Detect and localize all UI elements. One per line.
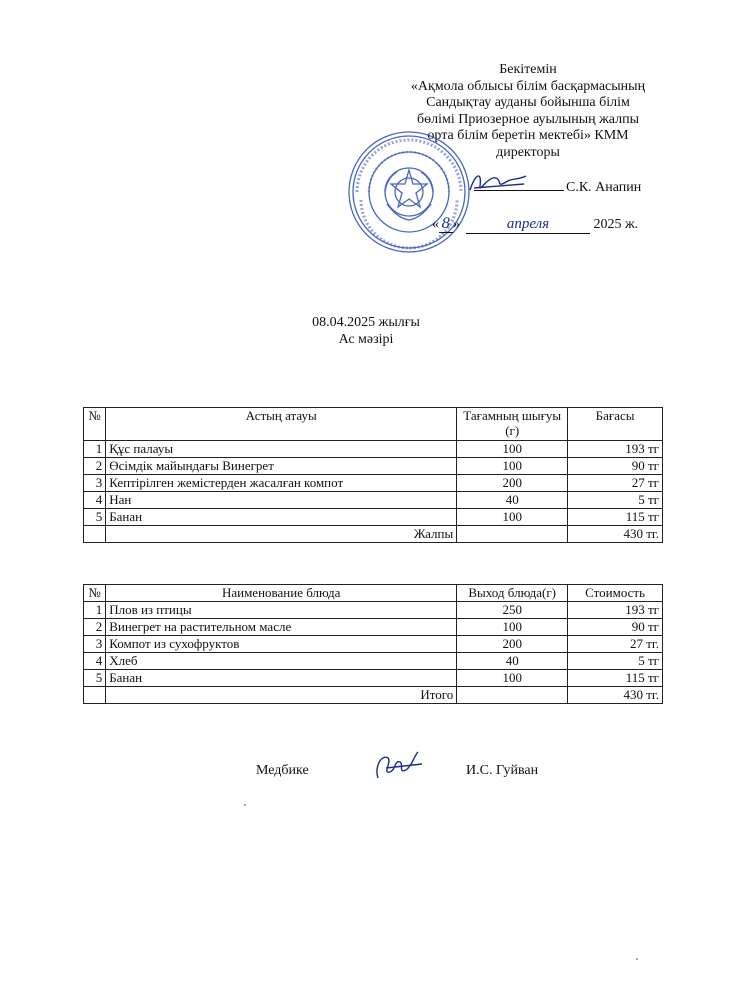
dish-weight: 100 [457, 441, 568, 458]
menu-table-ru [83, 584, 663, 704]
dish-price: 5 тг [568, 492, 663, 509]
date-close-quote: » [453, 217, 460, 232]
table-row [84, 653, 663, 670]
total-value: 430 тг. [568, 687, 663, 704]
row-number: 3 [84, 475, 106, 492]
approval-line: директоры [496, 144, 560, 160]
dish-price: 115 тг [568, 670, 663, 687]
dish-weight: 200 [457, 636, 568, 653]
dish-price: 115 тг [568, 509, 663, 526]
dish-name: Хлеб [106, 653, 457, 670]
nurse-role: Медбике [256, 763, 309, 778]
date-year: 2025 ж. [593, 217, 639, 232]
total-label: Итого [106, 687, 457, 704]
date-month: апреля [466, 216, 590, 234]
dish-weight: 100 [457, 619, 568, 636]
approval-line: Бекітемін [499, 62, 557, 77]
dish-price: 27 тг. [568, 636, 663, 653]
dish-weight: 250 [457, 602, 568, 619]
table-row [84, 441, 663, 458]
dish-weight: 200 [457, 475, 568, 492]
table-row [84, 602, 663, 619]
date-open-quote: « [432, 217, 439, 232]
dish-price: 5 тг [568, 653, 663, 670]
row-number: 1 [84, 441, 106, 458]
menu-title: Ас мәзірі [338, 332, 394, 347]
approval-line: «Ақмола облысы білім басқармасының [410, 78, 646, 94]
approval-date [432, 216, 638, 234]
dish-price: 90 тг [568, 619, 663, 636]
column-header: Наименование блюда [106, 585, 457, 602]
total-label: Жалпы [106, 526, 457, 543]
row-number: 5 [84, 509, 106, 526]
official-stamp [347, 130, 471, 254]
table-row [84, 670, 663, 687]
approval-line: бөлімі Приозерное ауылының жалпы [416, 111, 640, 127]
nurse-name: И.С. Гуйван [466, 763, 539, 778]
row-number: 1 [84, 602, 106, 619]
total-row [84, 526, 663, 543]
total-value: 430 тг. [568, 526, 663, 543]
dish-name: Құс палауы [106, 441, 457, 458]
director-signature [466, 168, 536, 198]
row-number: 4 [84, 492, 106, 509]
row-number: 5 [84, 670, 106, 687]
dish-weight: 100 [457, 458, 568, 475]
table-row [84, 636, 663, 653]
dish-price: 193 тг [568, 602, 663, 619]
dish-price: 90 тг [568, 458, 663, 475]
dish-name: Плов из птицы [106, 602, 457, 619]
scan-speck [244, 804, 246, 806]
row-number: 4 [84, 653, 106, 670]
row-number: 3 [84, 636, 106, 653]
approval-line: Сандықтау ауданы бойынша білім [426, 95, 630, 110]
dish-name: Банан [106, 509, 457, 526]
table-row [84, 475, 663, 492]
row-number: 2 [84, 619, 106, 636]
empty-cell [457, 526, 568, 543]
column-header: № [84, 585, 106, 602]
column-header: Бағасы [568, 408, 663, 441]
table-row [84, 458, 663, 475]
dish-weight: 100 [457, 509, 568, 526]
dish-price: 193 тг [568, 441, 663, 458]
column-header: Выход блюда(г) [457, 585, 568, 602]
table-row [84, 492, 663, 509]
dish-name: Өсімдік майындағы Винегрет [106, 458, 457, 475]
dish-name: Компот из сухофруктов [106, 636, 457, 653]
menu-table-kz [83, 407, 663, 543]
dish-weight: 40 [457, 653, 568, 670]
empty-cell [84, 526, 106, 543]
empty-cell [84, 687, 106, 704]
menu-date: 08.04.2025 жылғы [312, 315, 420, 330]
dish-name: Кептірілген жемістерден жасалған компот [106, 475, 457, 492]
total-row [84, 687, 663, 704]
column-header: Стоимость [568, 585, 663, 602]
director-name: С.К. Анапин [566, 180, 642, 195]
column-header: Астың атауы [106, 408, 457, 441]
dish-name: Банан [106, 670, 457, 687]
scan-speck [636, 958, 638, 960]
dish-name: Нан [106, 492, 457, 509]
dish-name: Винегрет на растительном масле [106, 619, 457, 636]
nurse-signature [372, 748, 428, 784]
column-header: Тағамның шығуы (г) [457, 408, 568, 441]
approval-line: орта білім беретін мектебі» КММ [427, 128, 629, 143]
dish-weight: 40 [457, 492, 568, 509]
dish-weight: 100 [457, 670, 568, 687]
table-row [84, 509, 663, 526]
empty-cell [457, 687, 568, 704]
table-row [84, 619, 663, 636]
column-header: № [84, 408, 106, 441]
dish-price: 27 тг [568, 475, 663, 492]
row-number: 2 [84, 458, 106, 475]
date-day: 8 [439, 216, 453, 233]
